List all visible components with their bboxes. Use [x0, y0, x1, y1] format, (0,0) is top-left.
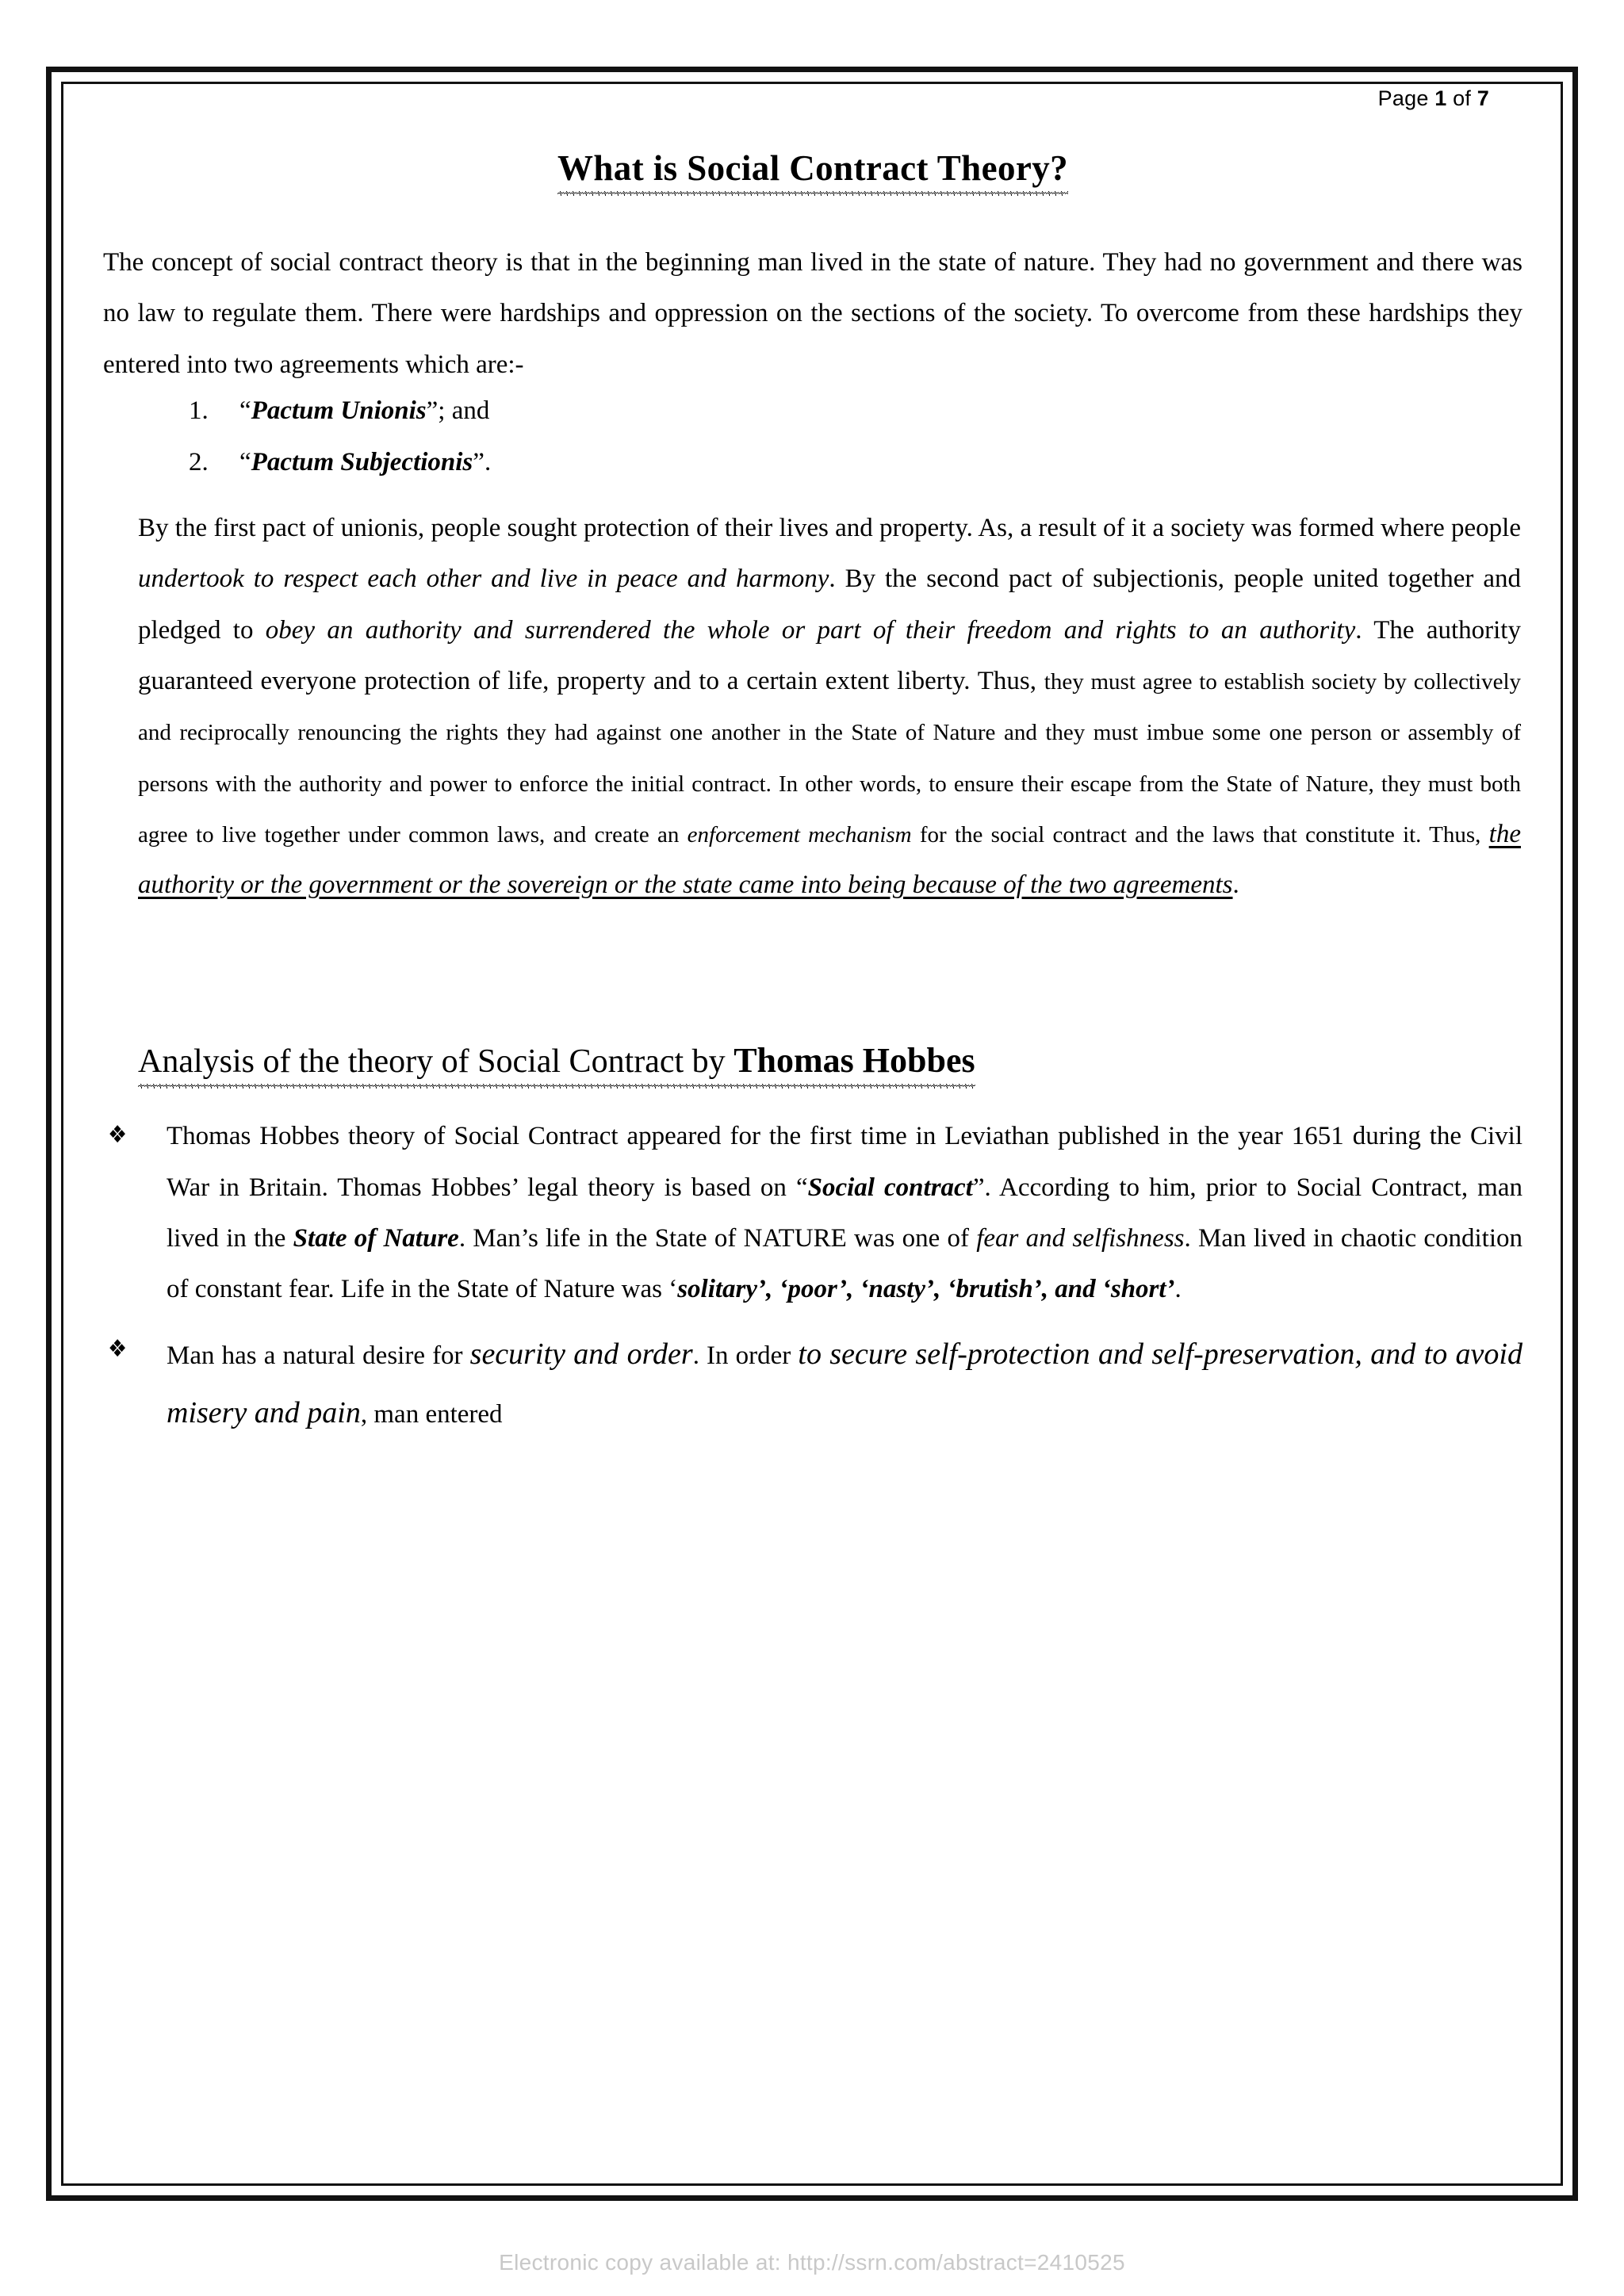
page-label-middle: of [1446, 86, 1477, 110]
agreements-list [103, 398, 1522, 476]
section-heading-text [138, 1038, 975, 1088]
hobbes-b1-seg-5: . [1174, 1275, 1182, 1304]
pact-paragraph-block [103, 503, 1522, 911]
document-page [103, 87, 1522, 2180]
section-heading-strong: Thomas Hobbes [733, 1040, 975, 1080]
pact-italic-1: undertook to respect each other and live in peace and harmony [138, 564, 829, 594]
close-quote: ” [473, 447, 485, 476]
diamond-bullet-icon: ❖ [108, 1334, 128, 1363]
list-item [103, 398, 1522, 424]
page-number-header [103, 87, 1522, 111]
pact-seg-1: By the first pact of unionis, people sought protection of their lives and property. As, a result of it a society was formed where people [138, 513, 1521, 542]
hobbes-b1-seg-3: . Man’s life in the State of NATURE was one of [458, 1224, 977, 1253]
hobbes-b2-seg-3: , man entered [360, 1399, 503, 1429]
ssrn-footer-text: Electronic copy available at: http://ssrn.com/abstract=2410525 [499, 2250, 1125, 2275]
list-item [103, 447, 1522, 476]
pact-seg-end: . [1232, 871, 1239, 900]
pact-underlined-italic: the authority or the government or the sovereign or the state came into being because of the two agreements [138, 820, 1521, 900]
document-title [103, 146, 1522, 194]
close-quote: ” [426, 396, 439, 425]
list-item-tail: . [484, 447, 492, 476]
pact-small-italic-1: enforcement mechanism [687, 822, 912, 848]
hobbes-b2-bigitalic-1: security and order [469, 1337, 693, 1371]
page-number-current: 1 [1434, 86, 1447, 110]
hobbes-b2-seg-1: Man has a natural desire for [167, 1341, 470, 1370]
hobbes-b1-bolditalic-2: State of Nature [293, 1224, 459, 1253]
hobbes-b1-italic-1: fear and selfishness [976, 1224, 1185, 1253]
section-heading-hobbes [103, 1038, 1522, 1088]
pact-seg-3: . The authority guaranteed everyone protection of life, property and to a certain extent liberty. Thus, [138, 615, 1521, 695]
page-number-total: 7 [1477, 86, 1489, 110]
hobbes-b2-seg-2: . In order [692, 1341, 799, 1370]
hobbes-b1-bolditalic-1: Social contract [807, 1173, 973, 1202]
ssrn-footer [0, 2250, 1624, 2275]
list-item [103, 1111, 1522, 1314]
document-title-text: What is Social Contract Theory? [557, 146, 1068, 194]
hobbes-b2-bigitalic-2: to secure self-protection and self-preservation, and to avoid misery and pain [167, 1337, 1522, 1429]
open-quote: “ [239, 447, 251, 476]
pact-small-seg-2: for the social contract and the laws that constitute it. Thus, [911, 822, 1489, 848]
pact-italic-2: obey an authority and surrendered the whole or part of their freedom and rights to an authority [265, 615, 1356, 645]
section-heading-normal: Analysis of the theory of Social Contract by [138, 1043, 734, 1080]
pact-seg-2: . By the second pact of subjectionis, people united together and pledged to [138, 564, 1521, 645]
list-item-tail: ; and [438, 396, 490, 425]
list-item-marker: 2. [189, 447, 209, 476]
list-item-marker: 1. [189, 396, 209, 425]
pact-paragraph [138, 503, 1521, 911]
latin-term: Pactum Subjectionis [251, 447, 473, 476]
open-quote: “ [239, 396, 251, 425]
diamond-bullet-icon: ❖ [108, 1121, 128, 1150]
hobbes-b1-bolditalic-3: solitary’, ‘poor’, ‘nasty’, ‘brutish’, and ‘short’ [677, 1275, 1175, 1304]
hobbes-bullet-list [103, 1111, 1522, 1442]
hobbes-b1-seg-1: Thomas Hobbes theory of Social Contract appeared for the first time in Leviathan published in the year 1651 during the Civil War in Britain. Thomas Hobbes’ legal theory is based on “ [167, 1122, 1522, 1202]
hobbes-b1-seg-4: . Man lived in chaotic condition of constant fear. Life in the State of Nature was ‘ [167, 1224, 1522, 1304]
latin-term: Pactum Unionis [251, 396, 427, 425]
hobbes-b1-seg-2: ”. According to him, prior to Social Contract, man lived in the [167, 1173, 1522, 1253]
pact-small-seg-1: they must agree to establish society by collectively and reciprocally renouncing the rights they had against one another in the State of Nature and they must imbue some one person or assembly of persons with the authority and power to enforce the initial contract. In other words, to ensure their escape from the State of Nature, they must both agree to live together under common laws, and create an [138, 669, 1521, 848]
page-label-prefix: Page [1377, 86, 1435, 110]
intro-paragraph: The concept of social contract theory is that in the beginning man lived in the state of nature. They had no government and there was no law to regulate them. There were hardships and oppression on the sections of the society. To overcome from these hardships they entered into two agreements which are:- [103, 247, 1522, 379]
section-spacer [103, 919, 1522, 1038]
list-item [103, 1325, 1522, 1442]
